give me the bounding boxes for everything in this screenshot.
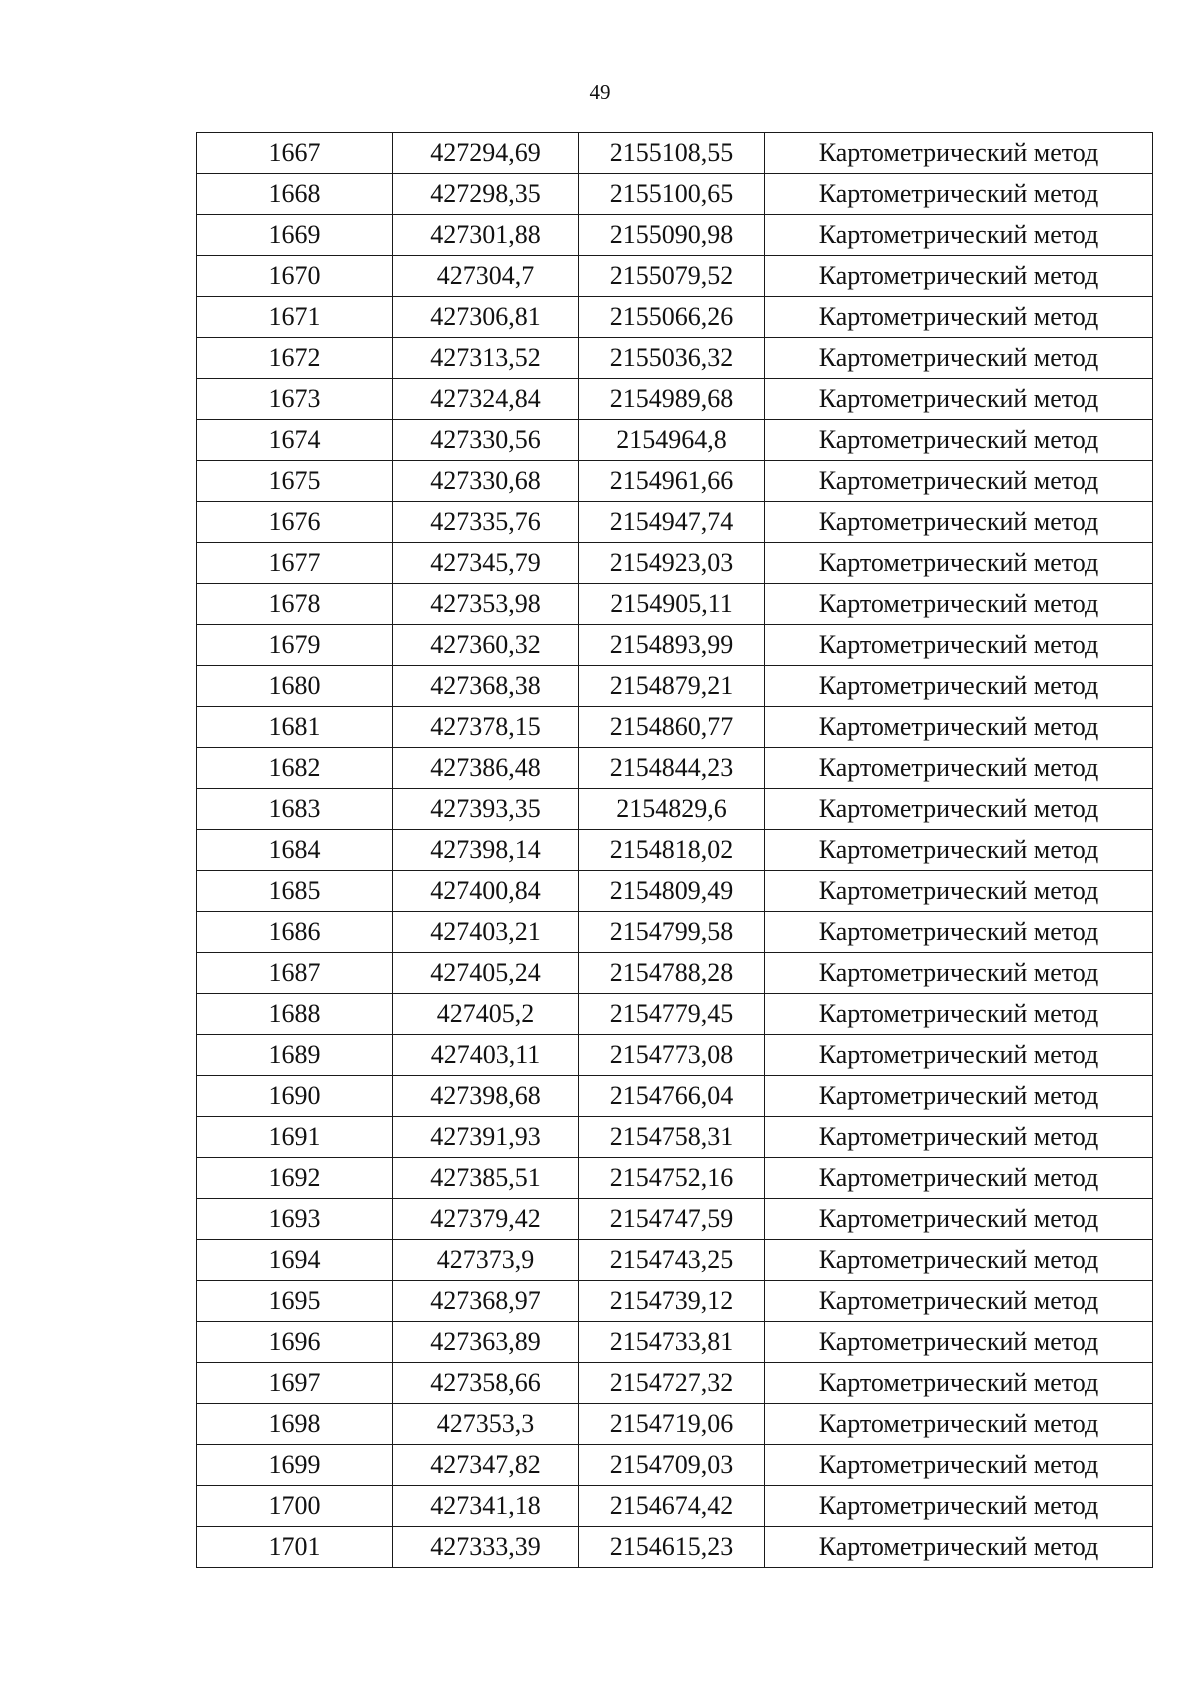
table-row [197, 625, 1153, 666]
point-number-cell: 1695 [197, 1281, 393, 1322]
coordinates-table [196, 132, 1153, 1568]
y-coordinate-cell: 2154615,23 [579, 1527, 765, 1568]
method-cell: Картометрический метод [765, 502, 1153, 543]
method-cell: Картометрический метод [765, 379, 1153, 420]
x-coordinate-cell: 427368,38 [393, 666, 579, 707]
x-coordinate-cell: 427324,84 [393, 379, 579, 420]
method-cell: Картометрический метод [765, 789, 1153, 830]
table-row [197, 174, 1153, 215]
x-coordinate-cell: 427333,39 [393, 1527, 579, 1568]
method-cell: Картометрический метод [765, 1076, 1153, 1117]
method-cell: Картометрический метод [765, 461, 1153, 502]
table-row [197, 1240, 1153, 1281]
method-cell: Картометрический метод [765, 174, 1153, 215]
x-coordinate-cell: 427330,56 [393, 420, 579, 461]
x-coordinate-cell: 427403,11 [393, 1035, 579, 1076]
coordinates-table-body [197, 133, 1153, 1568]
table-row [197, 830, 1153, 871]
method-cell: Картометрический метод [765, 1158, 1153, 1199]
method-cell: Картометрический метод [765, 625, 1153, 666]
y-coordinate-cell: 2154779,45 [579, 994, 765, 1035]
y-coordinate-cell: 2154709,03 [579, 1445, 765, 1486]
point-number-cell: 1683 [197, 789, 393, 830]
table-row [197, 1199, 1153, 1240]
point-number-cell: 1676 [197, 502, 393, 543]
table-row [197, 871, 1153, 912]
method-cell: Картометрический метод [765, 1199, 1153, 1240]
method-cell: Картометрический метод [765, 1281, 1153, 1322]
method-cell: Картометрический метод [765, 666, 1153, 707]
method-cell: Картометрический метод [765, 871, 1153, 912]
table-row [197, 1322, 1153, 1363]
method-cell: Картометрический метод [765, 707, 1153, 748]
point-number-cell: 1679 [197, 625, 393, 666]
table-row [197, 1076, 1153, 1117]
x-coordinate-cell: 427363,89 [393, 1322, 579, 1363]
x-coordinate-cell: 427358,66 [393, 1363, 579, 1404]
point-number-cell: 1685 [197, 871, 393, 912]
y-coordinate-cell: 2154773,08 [579, 1035, 765, 1076]
x-coordinate-cell: 427368,97 [393, 1281, 579, 1322]
x-coordinate-cell: 427353,3 [393, 1404, 579, 1445]
table-row [197, 256, 1153, 297]
y-coordinate-cell: 2154947,74 [579, 502, 765, 543]
x-coordinate-cell: 427306,81 [393, 297, 579, 338]
point-number-cell: 1701 [197, 1527, 393, 1568]
y-coordinate-cell: 2154860,77 [579, 707, 765, 748]
method-cell: Картометрический метод [765, 256, 1153, 297]
method-cell: Картометрический метод [765, 297, 1153, 338]
x-coordinate-cell: 427313,52 [393, 338, 579, 379]
method-cell: Картометрический метод [765, 133, 1153, 174]
table-row [197, 953, 1153, 994]
y-coordinate-cell: 2154893,99 [579, 625, 765, 666]
method-cell: Картометрический метод [765, 338, 1153, 379]
table-row [197, 133, 1153, 174]
table-row [197, 1404, 1153, 1445]
table-row [197, 666, 1153, 707]
x-coordinate-cell: 427345,79 [393, 543, 579, 584]
point-number-cell: 1692 [197, 1158, 393, 1199]
method-cell: Картометрический метод [765, 1445, 1153, 1486]
x-coordinate-cell: 427398,68 [393, 1076, 579, 1117]
table-row [197, 748, 1153, 789]
method-cell: Картометрический метод [765, 1486, 1153, 1527]
y-coordinate-cell: 2154743,25 [579, 1240, 765, 1281]
x-coordinate-cell: 427391,93 [393, 1117, 579, 1158]
point-number-cell: 1697 [197, 1363, 393, 1404]
y-coordinate-cell: 2155066,26 [579, 297, 765, 338]
method-cell: Картометрический метод [765, 1404, 1153, 1445]
y-coordinate-cell: 2154739,12 [579, 1281, 765, 1322]
point-number-cell: 1668 [197, 174, 393, 215]
point-number-cell: 1694 [197, 1240, 393, 1281]
y-coordinate-cell: 2154766,04 [579, 1076, 765, 1117]
table-row [197, 297, 1153, 338]
method-cell: Картометрический метод [765, 584, 1153, 625]
point-number-cell: 1696 [197, 1322, 393, 1363]
point-number-cell: 1691 [197, 1117, 393, 1158]
y-coordinate-cell: 2154788,28 [579, 953, 765, 994]
table-row [197, 1281, 1153, 1322]
x-coordinate-cell: 427385,51 [393, 1158, 579, 1199]
method-cell: Картометрический метод [765, 748, 1153, 789]
point-number-cell: 1684 [197, 830, 393, 871]
point-number-cell: 1682 [197, 748, 393, 789]
y-coordinate-cell: 2154758,31 [579, 1117, 765, 1158]
point-number-cell: 1693 [197, 1199, 393, 1240]
x-coordinate-cell: 427294,69 [393, 133, 579, 174]
table-row [197, 379, 1153, 420]
point-number-cell: 1673 [197, 379, 393, 420]
method-cell: Картометрический метод [765, 420, 1153, 461]
table-row [197, 1527, 1153, 1568]
point-number-cell: 1670 [197, 256, 393, 297]
point-number-cell: 1678 [197, 584, 393, 625]
method-cell: Картометрический метод [765, 1322, 1153, 1363]
y-coordinate-cell: 2154989,68 [579, 379, 765, 420]
point-number-cell: 1699 [197, 1445, 393, 1486]
page-number: 49 [589, 80, 611, 104]
point-number-cell: 1686 [197, 912, 393, 953]
point-number-cell: 1698 [197, 1404, 393, 1445]
method-cell: Картометрический метод [765, 543, 1153, 584]
y-coordinate-cell: 2154879,21 [579, 666, 765, 707]
y-coordinate-cell: 2155036,32 [579, 338, 765, 379]
x-coordinate-cell: 427335,76 [393, 502, 579, 543]
y-coordinate-cell: 2155100,65 [579, 174, 765, 215]
y-coordinate-cell: 2154809,49 [579, 871, 765, 912]
x-coordinate-cell: 427393,35 [393, 789, 579, 830]
x-coordinate-cell: 427400,84 [393, 871, 579, 912]
y-coordinate-cell: 2154818,02 [579, 830, 765, 871]
table-row [197, 1117, 1153, 1158]
y-coordinate-cell: 2155079,52 [579, 256, 765, 297]
point-number-cell: 1688 [197, 994, 393, 1035]
method-cell: Картометрический метод [765, 1363, 1153, 1404]
table-row [197, 420, 1153, 461]
x-coordinate-cell: 427386,48 [393, 748, 579, 789]
point-number-cell: 1680 [197, 666, 393, 707]
table-row [197, 502, 1153, 543]
point-number-cell: 1672 [197, 338, 393, 379]
y-coordinate-cell: 2154905,11 [579, 584, 765, 625]
point-number-cell: 1690 [197, 1076, 393, 1117]
x-coordinate-cell: 427298,35 [393, 174, 579, 215]
method-cell: Картометрический метод [765, 912, 1153, 953]
x-coordinate-cell: 427330,68 [393, 461, 579, 502]
y-coordinate-cell: 2154747,59 [579, 1199, 765, 1240]
y-coordinate-cell: 2154923,03 [579, 543, 765, 584]
method-cell: Картометрический метод [765, 1035, 1153, 1076]
table-row [197, 994, 1153, 1035]
point-number-cell: 1681 [197, 707, 393, 748]
y-coordinate-cell: 2154829,6 [579, 789, 765, 830]
table-row [197, 707, 1153, 748]
table-row [197, 1158, 1153, 1199]
x-coordinate-cell: 427347,82 [393, 1445, 579, 1486]
y-coordinate-cell: 2154727,32 [579, 1363, 765, 1404]
point-number-cell: 1689 [197, 1035, 393, 1076]
y-coordinate-cell: 2154961,66 [579, 461, 765, 502]
point-number-cell: 1667 [197, 133, 393, 174]
y-coordinate-cell: 2154674,42 [579, 1486, 765, 1527]
table-row [197, 215, 1153, 256]
x-coordinate-cell: 427398,14 [393, 830, 579, 871]
x-coordinate-cell: 427304,7 [393, 256, 579, 297]
method-cell: Картометрический метод [765, 1117, 1153, 1158]
y-coordinate-cell: 2154719,06 [579, 1404, 765, 1445]
point-number-cell: 1677 [197, 543, 393, 584]
y-coordinate-cell: 2154733,81 [579, 1322, 765, 1363]
method-cell: Картометрический метод [765, 830, 1153, 871]
y-coordinate-cell: 2154799,58 [579, 912, 765, 953]
point-number-cell: 1700 [197, 1486, 393, 1527]
table-row [197, 461, 1153, 502]
x-coordinate-cell: 427378,15 [393, 707, 579, 748]
table-row [197, 584, 1153, 625]
method-cell: Картометрический метод [765, 1240, 1153, 1281]
x-coordinate-cell: 427353,98 [393, 584, 579, 625]
method-cell: Картометрический метод [765, 215, 1153, 256]
x-coordinate-cell: 427379,42 [393, 1199, 579, 1240]
x-coordinate-cell: 427301,88 [393, 215, 579, 256]
table-row [197, 789, 1153, 830]
y-coordinate-cell: 2154752,16 [579, 1158, 765, 1199]
table-row [197, 1363, 1153, 1404]
table-row [197, 338, 1153, 379]
y-coordinate-cell: 2154964,8 [579, 420, 765, 461]
point-number-cell: 1687 [197, 953, 393, 994]
point-number-cell: 1674 [197, 420, 393, 461]
method-cell: Картометрический метод [765, 953, 1153, 994]
table-row [197, 1035, 1153, 1076]
x-coordinate-cell: 427341,18 [393, 1486, 579, 1527]
method-cell: Картометрический метод [765, 994, 1153, 1035]
x-coordinate-cell: 427373,9 [393, 1240, 579, 1281]
method-cell: Картометрический метод [765, 1527, 1153, 1568]
x-coordinate-cell: 427403,21 [393, 912, 579, 953]
y-coordinate-cell: 2155090,98 [579, 215, 765, 256]
y-coordinate-cell: 2154844,23 [579, 748, 765, 789]
point-number-cell: 1675 [197, 461, 393, 502]
x-coordinate-cell: 427360,32 [393, 625, 579, 666]
table-row [197, 543, 1153, 584]
table-row [197, 1445, 1153, 1486]
table-row [197, 912, 1153, 953]
point-number-cell: 1671 [197, 297, 393, 338]
x-coordinate-cell: 427405,24 [393, 953, 579, 994]
table-row [197, 1486, 1153, 1527]
y-coordinate-cell: 2155108,55 [579, 133, 765, 174]
point-number-cell: 1669 [197, 215, 393, 256]
x-coordinate-cell: 427405,2 [393, 994, 579, 1035]
